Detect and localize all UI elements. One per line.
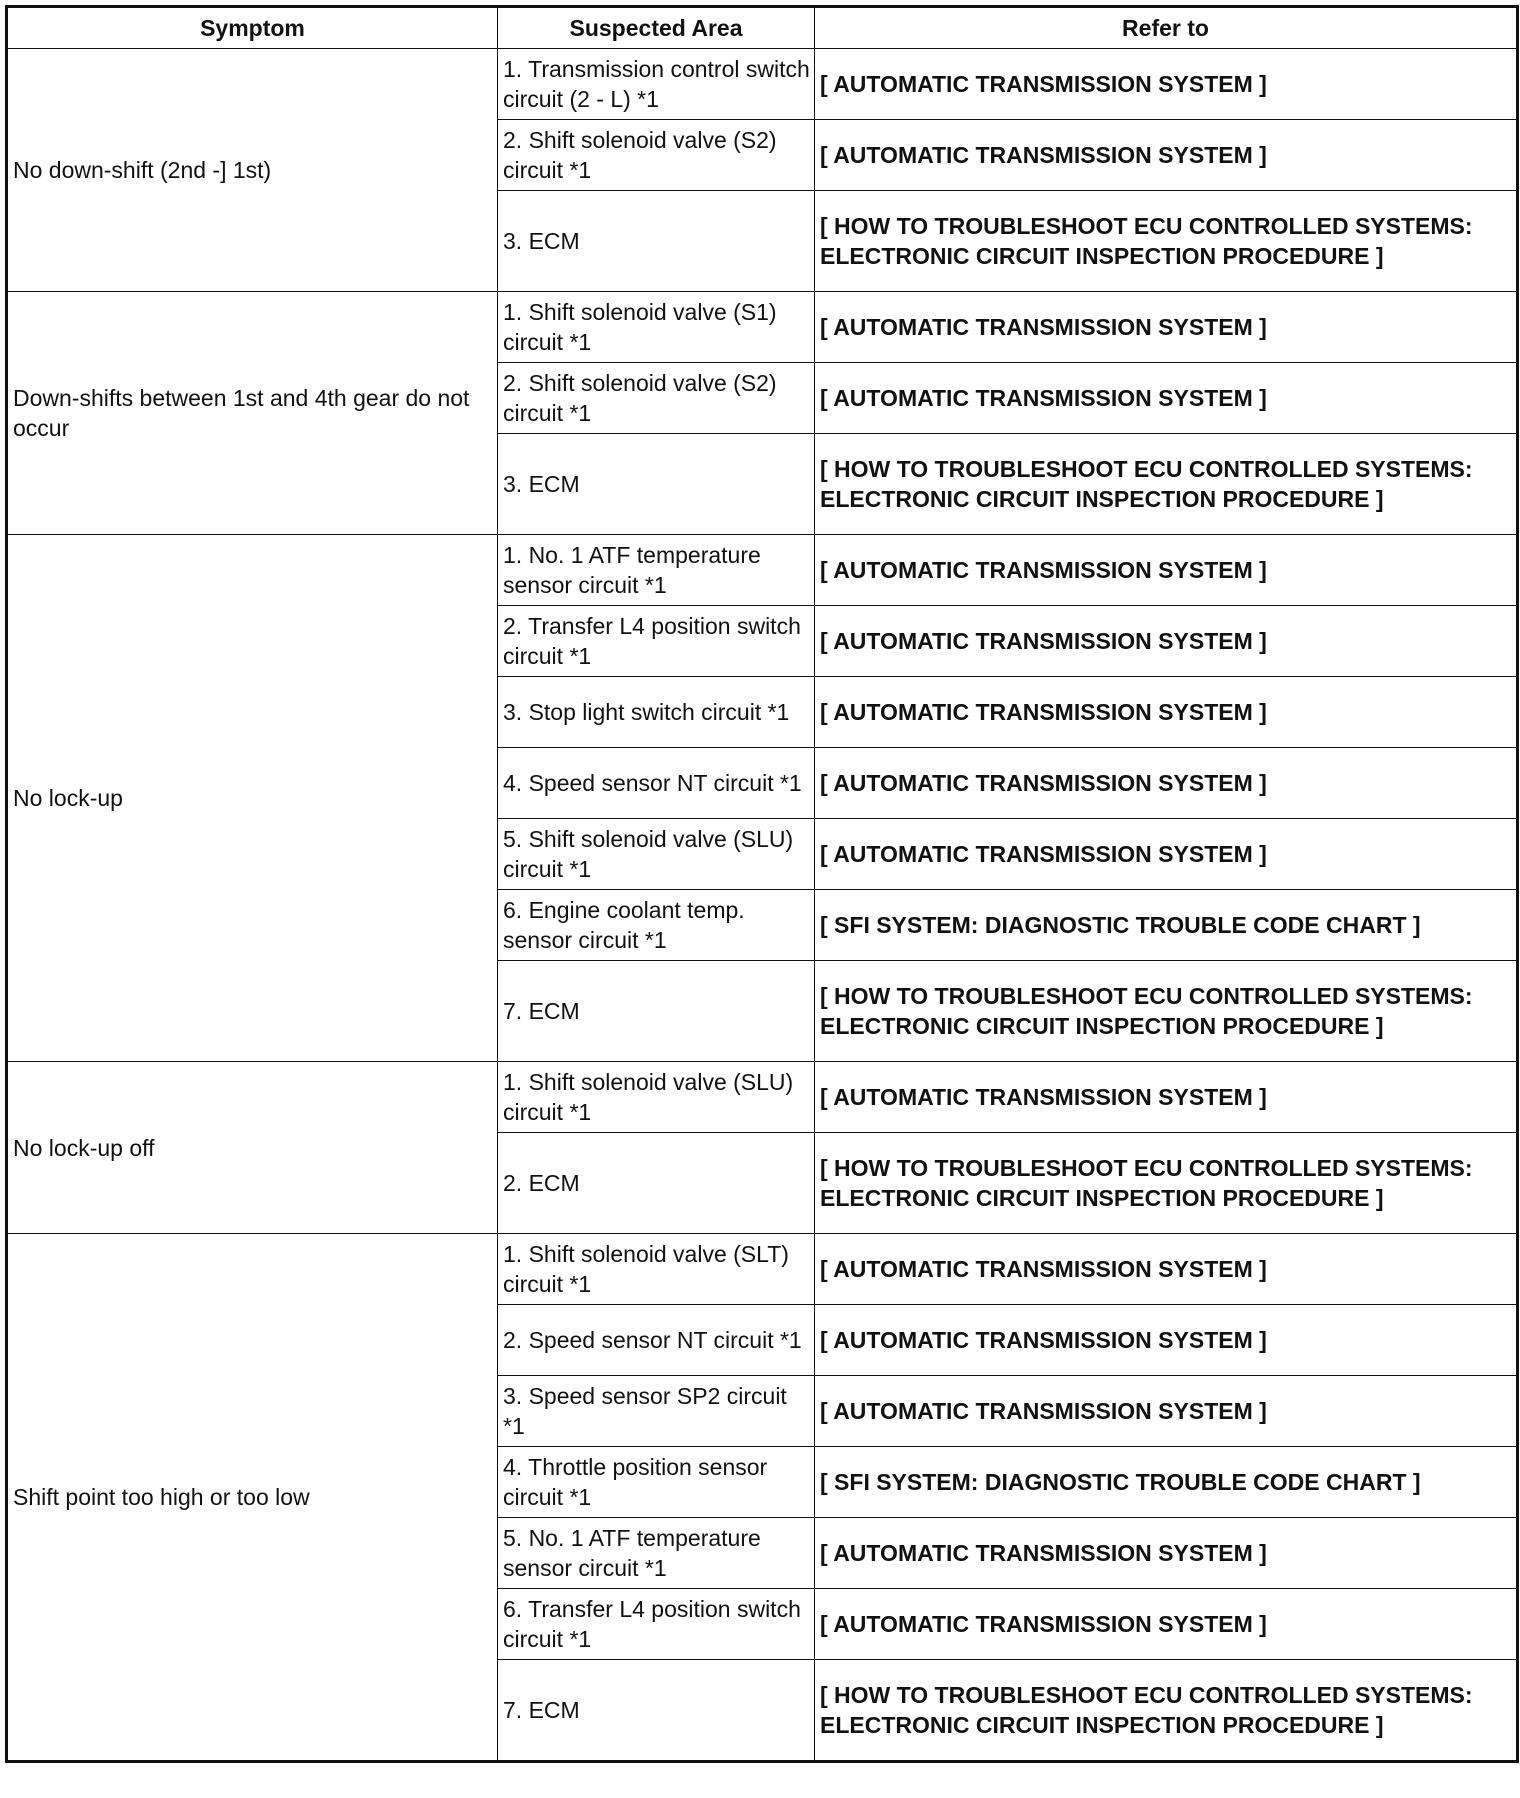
suspected-area-cell: 2. Shift solenoid valve (S2) circuit *1 xyxy=(498,120,815,191)
refer-to-cell: [ AUTOMATIC TRANSMISSION SYSTEM ] xyxy=(815,1518,1518,1589)
table-header xyxy=(7,7,1518,49)
refer-to-cell: [ AUTOMATIC TRANSMISSION SYSTEM ] xyxy=(815,819,1518,890)
troubleshooting-table xyxy=(5,5,1519,1763)
header-symptom: Symptom xyxy=(7,7,498,49)
suspected-area-cell: 3. Speed sensor SP2 circuit *1 xyxy=(498,1376,815,1447)
refer-to-cell: [ SFI SYSTEM: DIAGNOSTIC TROUBLE CODE CHART ] xyxy=(815,890,1518,961)
refer-to-cell: [ HOW TO TROUBLESHOOT ECU CONTROLLED SYSTEMS: ELECTRONIC CIRCUIT INSPECTION PROCEDURE ] xyxy=(815,1660,1518,1762)
table-body xyxy=(7,49,1518,1762)
refer-to-cell: [ AUTOMATIC TRANSMISSION SYSTEM ] xyxy=(815,1234,1518,1305)
suspected-area-cell: 2. Transfer L4 position switch circuit *1 xyxy=(498,606,815,677)
suspected-area-cell: 1. Shift solenoid valve (S1) circuit *1 xyxy=(498,292,815,363)
table-row xyxy=(7,1234,1518,1305)
table-row xyxy=(7,1062,1518,1133)
refer-to-cell: [ HOW TO TROUBLESHOOT ECU CONTROLLED SYSTEMS: ELECTRONIC CIRCUIT INSPECTION PROCEDURE ] xyxy=(815,1133,1518,1234)
refer-to-cell: [ AUTOMATIC TRANSMISSION SYSTEM ] xyxy=(815,606,1518,677)
refer-to-cell: [ AUTOMATIC TRANSMISSION SYSTEM ] xyxy=(815,535,1518,606)
table-row xyxy=(7,292,1518,363)
suspected-area-cell: 4. Throttle position sensor circuit *1 xyxy=(498,1447,815,1518)
suspected-area-cell: 1. Shift solenoid valve (SLU) circuit *1 xyxy=(498,1062,815,1133)
refer-to-cell: [ SFI SYSTEM: DIAGNOSTIC TROUBLE CODE CHART ] xyxy=(815,1447,1518,1518)
refer-to-cell: [ AUTOMATIC TRANSMISSION SYSTEM ] xyxy=(815,120,1518,191)
suspected-area-cell: 7. ECM xyxy=(498,961,815,1062)
suspected-area-cell: 2. ECM xyxy=(498,1133,815,1234)
header-refer-to: Refer to xyxy=(815,7,1518,49)
refer-to-cell: [ HOW TO TROUBLESHOOT ECU CONTROLLED SYSTEMS: ELECTRONIC CIRCUIT INSPECTION PROCEDURE ] xyxy=(815,961,1518,1062)
symptom-cell: No down-shift (2nd -] 1st) xyxy=(7,49,498,292)
suspected-area-cell: 4. Speed sensor NT circuit *1 xyxy=(498,748,815,819)
refer-to-cell: [ AUTOMATIC TRANSMISSION SYSTEM ] xyxy=(815,49,1518,120)
refer-to-cell: [ AUTOMATIC TRANSMISSION SYSTEM ] xyxy=(815,363,1518,434)
suspected-area-cell: 7. ECM xyxy=(498,1660,815,1762)
suspected-area-cell: 3. ECM xyxy=(498,191,815,292)
refer-to-cell: [ AUTOMATIC TRANSMISSION SYSTEM ] xyxy=(815,1062,1518,1133)
suspected-area-cell: 2. Shift solenoid valve (S2) circuit *1 xyxy=(498,363,815,434)
suspected-area-cell: 1. Shift solenoid valve (SLT) circuit *1 xyxy=(498,1234,815,1305)
refer-to-cell: [ AUTOMATIC TRANSMISSION SYSTEM ] xyxy=(815,677,1518,748)
refer-to-cell: [ AUTOMATIC TRANSMISSION SYSTEM ] xyxy=(815,1305,1518,1376)
header-suspected-area: Suspected Area xyxy=(498,7,815,49)
troubleshooting-table-container xyxy=(5,5,1516,1763)
symptom-cell: Shift point too high or too low xyxy=(7,1234,498,1762)
header-row xyxy=(7,7,1518,49)
refer-to-cell: [ AUTOMATIC TRANSMISSION SYSTEM ] xyxy=(815,1376,1518,1447)
suspected-area-cell: 1. Transmission control switch circuit (2 - L) *1 xyxy=(498,49,815,120)
table-row xyxy=(7,535,1518,606)
suspected-area-cell: 1. No. 1 ATF temperature sensor circuit *1 xyxy=(498,535,815,606)
table-row xyxy=(7,49,1518,120)
refer-to-cell: [ HOW TO TROUBLESHOOT ECU CONTROLLED SYSTEMS: ELECTRONIC CIRCUIT INSPECTION PROCEDURE ] xyxy=(815,434,1518,535)
suspected-area-cell: 5. No. 1 ATF temperature sensor circuit *1 xyxy=(498,1518,815,1589)
suspected-area-cell: 3. ECM xyxy=(498,434,815,535)
refer-to-cell: [ AUTOMATIC TRANSMISSION SYSTEM ] xyxy=(815,1589,1518,1660)
symptom-cell: No lock-up off xyxy=(7,1062,498,1234)
refer-to-cell: [ AUTOMATIC TRANSMISSION SYSTEM ] xyxy=(815,292,1518,363)
suspected-area-cell: 2. Speed sensor NT circuit *1 xyxy=(498,1305,815,1376)
refer-to-cell: [ AUTOMATIC TRANSMISSION SYSTEM ] xyxy=(815,748,1518,819)
suspected-area-cell: 6. Transfer L4 position switch circuit *1 xyxy=(498,1589,815,1660)
suspected-area-cell: 6. Engine coolant temp. sensor circuit *1 xyxy=(498,890,815,961)
refer-to-cell: [ HOW TO TROUBLESHOOT ECU CONTROLLED SYSTEMS: ELECTRONIC CIRCUIT INSPECTION PROCEDURE ] xyxy=(815,191,1518,292)
symptom-cell: No lock-up xyxy=(7,535,498,1062)
suspected-area-cell: 5. Shift solenoid valve (SLU) circuit *1 xyxy=(498,819,815,890)
symptom-cell: Down-shifts between 1st and 4th gear do not occur xyxy=(7,292,498,535)
suspected-area-cell: 3. Stop light switch circuit *1 xyxy=(498,677,815,748)
